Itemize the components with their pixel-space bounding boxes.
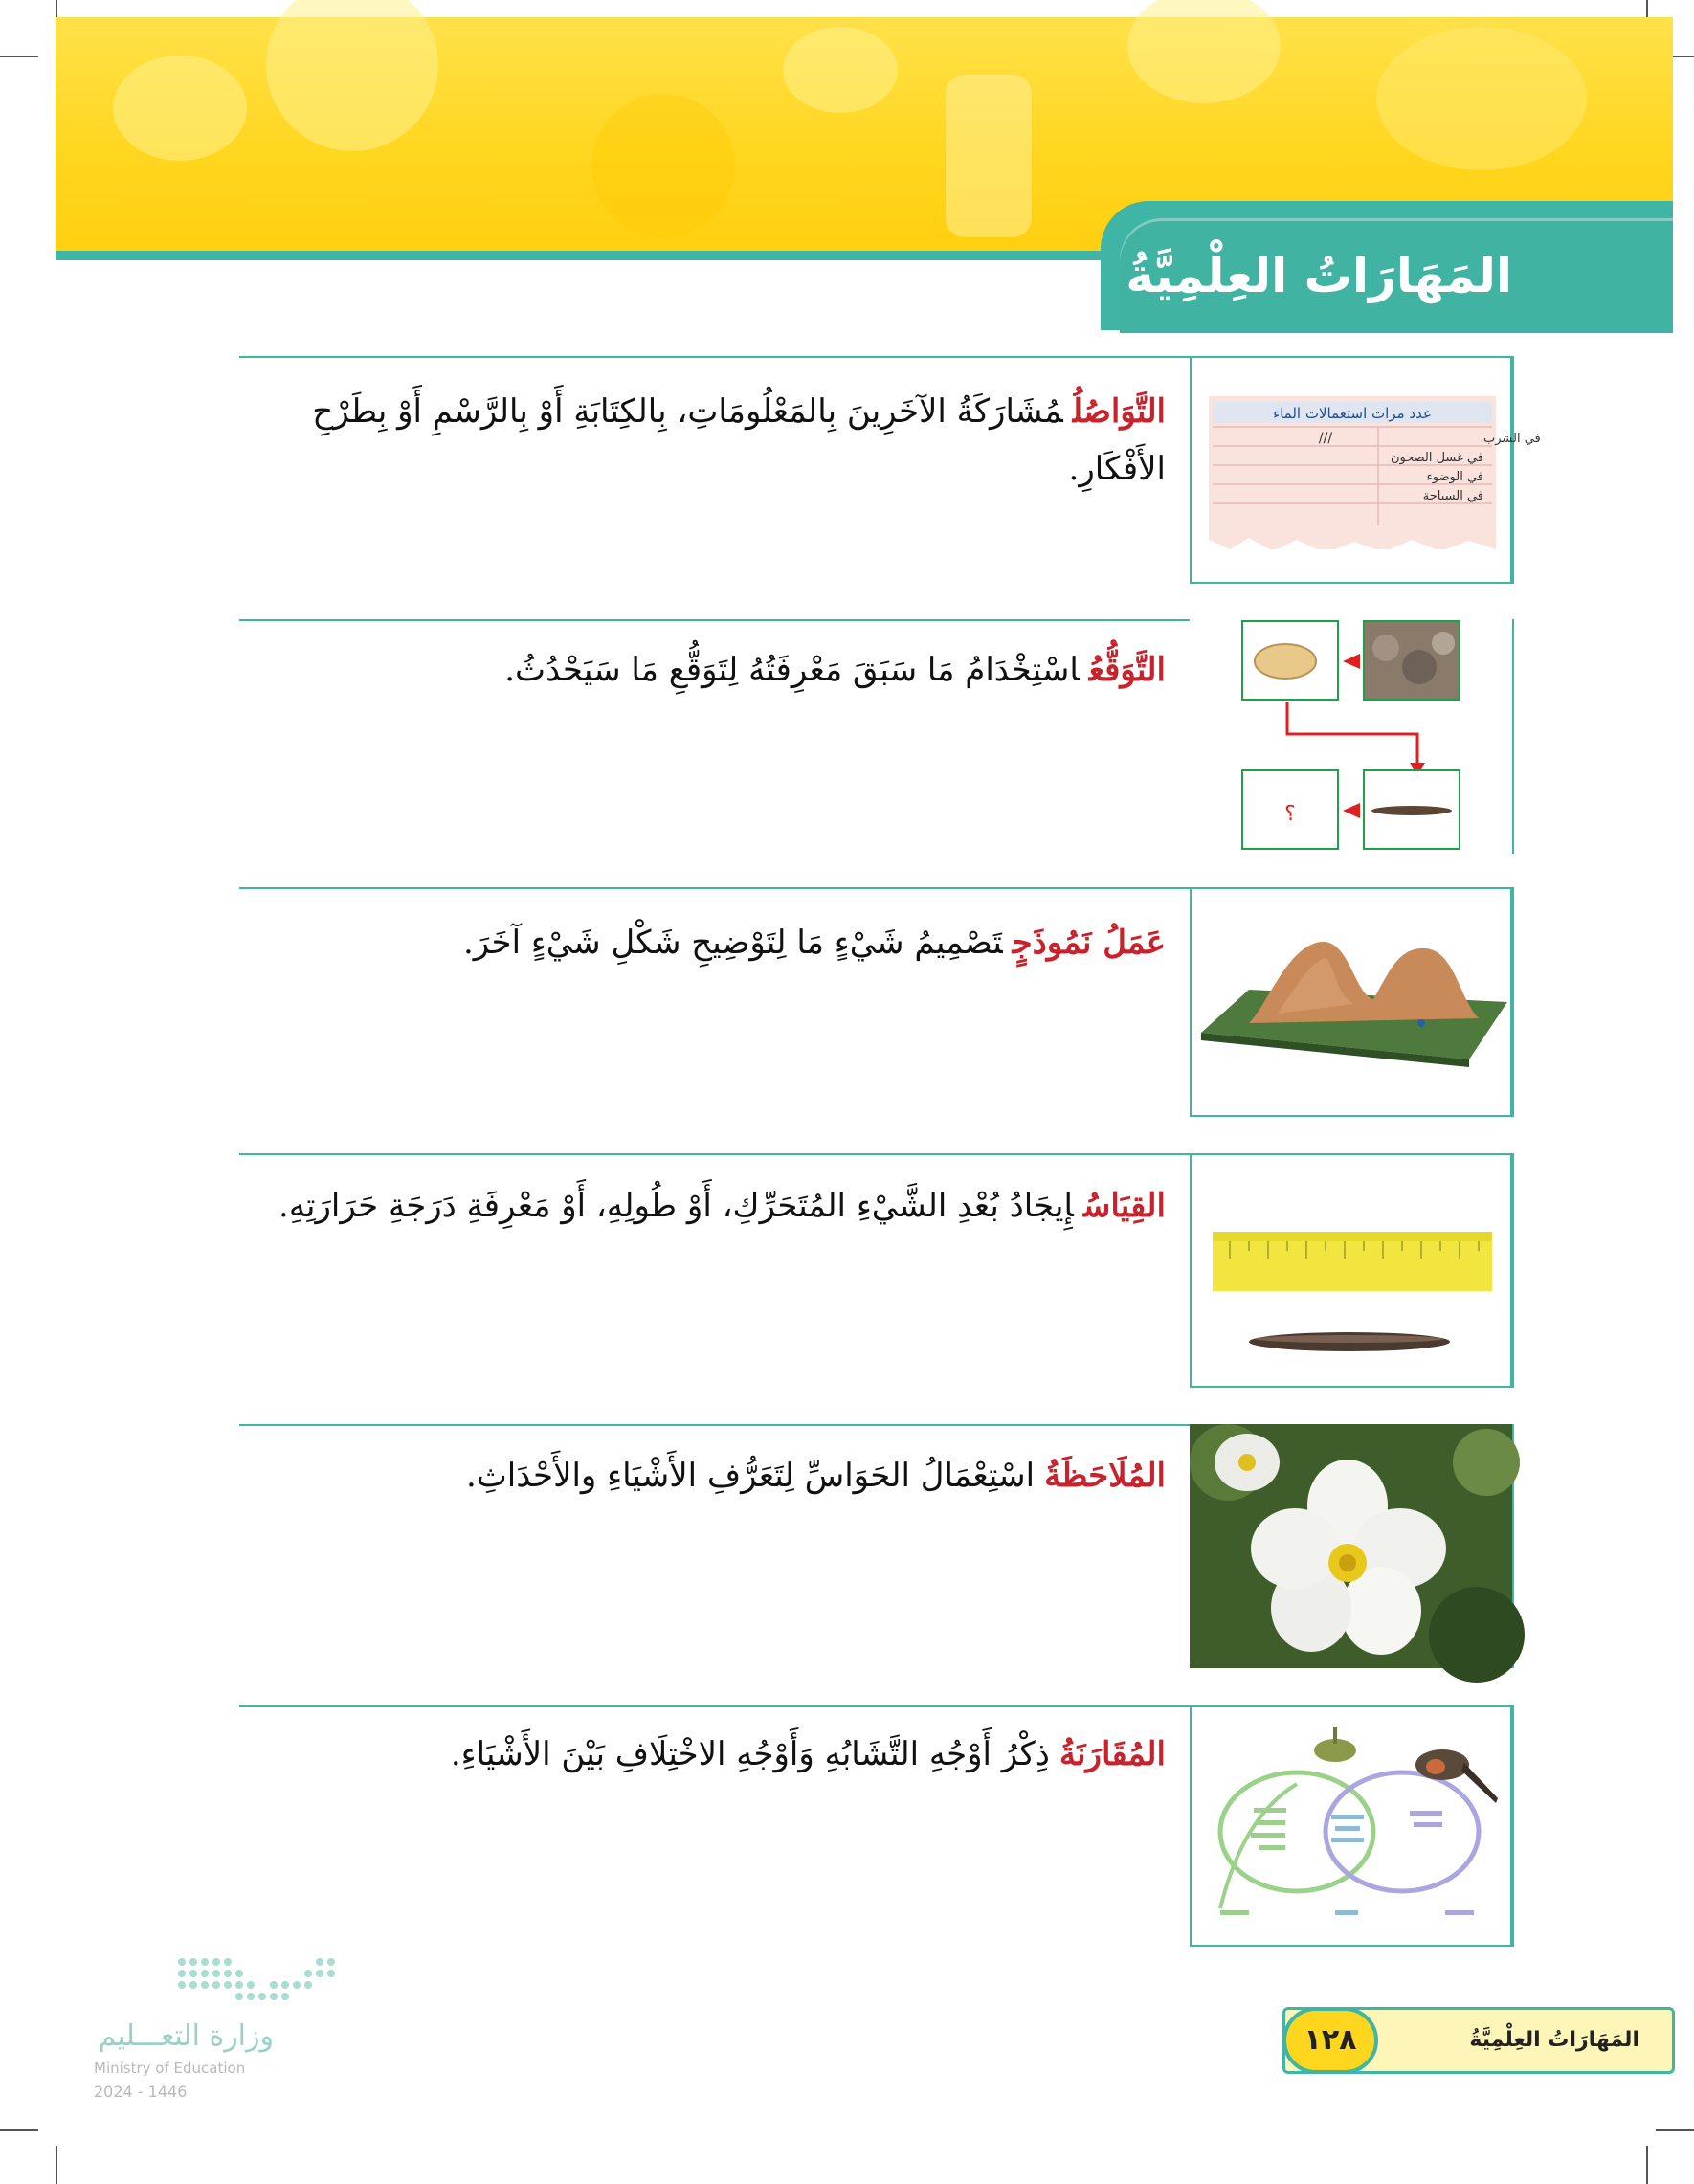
water-table-title: عدد مرات استعمالات الماء <box>1273 405 1432 422</box>
ministry-name-ar: وزارة التعـــليم <box>98 2019 274 2053</box>
page-title: المَهَارَاتُ العِلْمِيَّةُ <box>1126 248 1512 303</box>
skill-term: القِيَاسُ <box>1082 1187 1166 1225</box>
skill-modeling <box>247 914 1166 971</box>
skill-definition: اسْتِعْمَالُ الحَوَاسِّ لِتَعَرُّفِ الأَشْيَاءِ والأَحْدَاثِ. <box>465 1457 1036 1495</box>
row-side-line <box>1512 619 1514 854</box>
water-row-label: في الوضوء <box>1426 470 1483 484</box>
observation-image <box>1190 1424 1512 1668</box>
skill-comparison <box>247 1726 1166 1783</box>
skill-definition: إِيجَادُ بُعْدِ الشَّيْءِ المُتَحَرِّكِ، أَوْ طُولِهِ، أَوْ مَعْرِفَةِ دَرَجَةِ حَرَارَتِهِ. <box>279 1187 1074 1225</box>
comparison-image <box>1190 1705 1512 1947</box>
water-row-label: في السباحة <box>1422 489 1483 503</box>
edition-year: 2024 - 1446 <box>94 2083 188 2101</box>
crop-mark <box>0 2129 38 2131</box>
skill-prediction <box>247 641 1166 699</box>
row-side-line <box>1512 356 1514 584</box>
crop-mark <box>1646 2146 1648 2184</box>
skill-measurement <box>247 1177 1166 1235</box>
crop-mark <box>56 2146 57 2184</box>
unknown-outcome-mark: ؟ <box>1284 802 1296 826</box>
skill-definition: ذِكْرُ أَوْجُهِ التَّشَابُهِ وَأَوْجُهِ الاخْتِلَافِ بَيْنَ الأَشْيَاءِ. <box>450 1735 1050 1773</box>
skill-communication <box>247 383 1166 498</box>
crop-mark <box>0 56 38 57</box>
water-row-label: في الشرب <box>1483 432 1541 446</box>
row-side-line <box>1512 887 1514 1117</box>
water-row-tally: /// <box>1318 431 1333 446</box>
communication-image <box>1190 356 1541 584</box>
skill-definition: اسْتِخْدَامُ مَا سَبَقَ مَعْرِفَتُهُ لِتَوَقُّعِ مَا سَيَحْدُثُ. <box>504 651 1080 689</box>
skill-term: عَمَلُ نَمُوذَجٍ <box>1012 924 1166 962</box>
skill-definition: مُشَارَكَةُ الآخَرِينَ بِالمَعْلُومَاتِ، بِالكِتَابَةِ أَوْ بِالرَّسْمِ أَوْ بِطَرْحِ الأَفْكَارِ. <box>312 392 1166 488</box>
skill-term: التَّوَقُّعُ <box>1088 651 1166 689</box>
skill-definition: تَصْمِيمُ شَيْءٍ مَا لِتَوْضِيحِ شَكْلِ شَيْءٍ آخَرَ. <box>462 924 1003 962</box>
model-image <box>1190 887 1512 1117</box>
ministry-name-en: Ministry of Education <box>94 2060 246 2077</box>
row-side-line <box>1512 1153 1514 1388</box>
row-side-line <box>1512 1705 1514 1947</box>
skill-term: المُقَارَنَةُ <box>1059 1735 1166 1773</box>
prediction-image <box>1190 619 1512 854</box>
skill-term: التَّوَاصُلُ <box>1072 392 1166 431</box>
water-row-label: في غسل الصحون <box>1390 451 1483 465</box>
ministry-logo-icon <box>172 1952 340 2010</box>
measurement-image <box>1190 1153 1512 1388</box>
skill-observation <box>247 1447 1166 1504</box>
page-number: ١٢٨ <box>1282 2007 1378 2074</box>
skill-term: المُلَاحَظَةُ <box>1044 1457 1166 1495</box>
footer-label: المَهَارَاتُ العِلْمِيَّةُ <box>1469 2028 1639 2052</box>
crop-mark <box>1656 2129 1694 2131</box>
